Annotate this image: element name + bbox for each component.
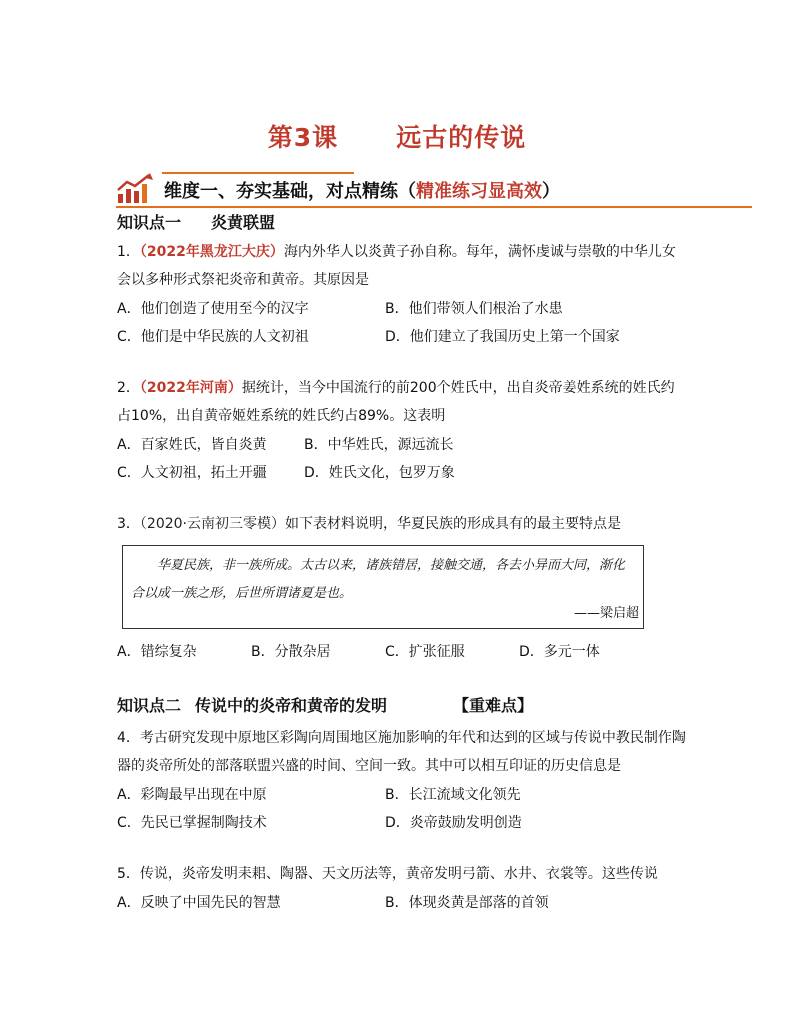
q1-option-a: A．他们创造了使用至今的汉字 bbox=[117, 301, 309, 317]
q5-option-b: B．体现炎黄是部落的首领 bbox=[385, 895, 549, 911]
question-4: 4．考古研究发现中原地区彩陶向周围地区施加影响的年代和达到的区域与传说中教民制作陶器的炎帝所处的部落联盟兴盛的时间、空间一致。其中可以相互印证的历史信息是 bbox=[117, 730, 686, 774]
question-source: （2022年河南） bbox=[139, 380, 242, 396]
dimension-title: 维度一、夯实基础，对点精练（精准练习显高效） bbox=[164, 181, 560, 202]
question-1: 1．（2022年黑龙江大庆）海内外华人以炎黄子孙自称。每年，满怀虔诚与崇敬的中华儿女会以多种形式祭祀炎帝和黄帝。其原因是 bbox=[117, 244, 676, 288]
q3-option-c: C．扩张征服 bbox=[385, 644, 465, 660]
question-stem: 传说，炎帝发明耒耜、陶器、天文历法等，黄帝发明弓箭、水井、衣裳等。这些传说 bbox=[139, 866, 658, 882]
knowledge-point-2: 知识点二 传说中的炎帝和黄帝的发明 【重难点】 bbox=[117, 696, 534, 715]
dimension-highlight: 精准练习显高效 bbox=[416, 181, 542, 202]
q4-option-a: A．彩陶最早出现在中原 bbox=[117, 787, 267, 803]
header-top-rule bbox=[162, 172, 354, 174]
q3-option-a: A．错综复杂 bbox=[117, 644, 197, 660]
q2-option-d: D．姓氏文化，包罗万象 bbox=[304, 465, 455, 481]
q2-option-b: B．中华姓氏，源远流长 bbox=[304, 437, 454, 453]
q1-option-c: C．他们是中华民族的人文初祖 bbox=[117, 329, 309, 345]
q3-option-b: B．分散杂居 bbox=[251, 644, 331, 660]
quote-text: 华夏民族，非一族所成。太古以来，诸族错居，接触交通，各去小异而大同，渐化合以成一族之形，后世所谓诸夏是也。 bbox=[131, 558, 626, 601]
q4-option-c: C．先民已掌握制陶技术 bbox=[117, 815, 267, 831]
lesson-number: 第3课 bbox=[267, 123, 339, 152]
q4-option-d: D．炎帝鼓励发明创造 bbox=[385, 815, 522, 831]
quote-author: ——梁启超 bbox=[573, 606, 639, 621]
q2-option-a: A．百家姓氏，皆自炎黄 bbox=[117, 437, 267, 453]
question-stem: 据统计，当今中国流行的前200个姓氏中，出自炎帝姜姓系统的姓氏约占10%，出自黄帝姬姓系统的姓氏约占89%。这表明 bbox=[117, 380, 675, 424]
question-3: 3．（2020·云南初三零模）如下表材料说明，华夏民族的形成具有的最主要特点是 bbox=[117, 516, 622, 532]
lesson-name: 远古的传说 bbox=[396, 123, 527, 152]
question-5: 5．传说，炎帝发明耒耜、陶器、天文历法等，黄帝发明弓箭、水井、衣裳等。这些传说 bbox=[117, 866, 658, 882]
difficulty-tag: 【重难点】 bbox=[453, 696, 534, 715]
q2-option-c: C．人文初祖，拓土开疆 bbox=[117, 465, 267, 481]
question-source: （2020·云南初三零模） bbox=[139, 516, 286, 532]
q3-option-d: D．多元一体 bbox=[519, 644, 600, 660]
dimension-header bbox=[116, 168, 752, 208]
question-stem: 如下表材料说明，华夏民族的形成具有的最主要特点是 bbox=[285, 516, 622, 532]
q1-option-b: B．他们带领人们根治了水患 bbox=[385, 301, 563, 317]
question-source: （2022年黑龙江大庆） bbox=[139, 244, 284, 260]
question-stem: 考古研究发现中原地区彩陶向周围地区施加影响的年代和达到的区域与传说中教民制作陶器的炎帝所处的部落联盟兴盛的时间、空间一致。其中可以相互印证的历史信息是 bbox=[117, 730, 686, 774]
question-2: 2．（2022年河南）据统计，当今中国流行的前200个姓氏中，出自炎帝姜姓系统的姓氏约占10%，出自黄帝姬姓系统的姓氏约占89%。这表明 bbox=[117, 380, 675, 424]
header-underline bbox=[116, 206, 752, 208]
bar-chart-icon bbox=[116, 172, 156, 204]
knowledge-point-1: 知识点一 炎黄联盟 bbox=[117, 213, 276, 232]
lesson-title bbox=[0, 118, 794, 154]
q4-option-b: B．长江流域文化领先 bbox=[385, 787, 521, 803]
question-stem: 海内外华人以炎黄子孙自称。每年，满怀虔诚与崇敬的中华儿女会以多种形式祭祀炎帝和黄帝。其原因是 bbox=[117, 244, 676, 288]
quote-box bbox=[122, 545, 644, 629]
q5-option-a: A．反映了中国先民的智慧 bbox=[117, 895, 281, 911]
q1-option-d: D．他们建立了我国历史上第一个国家 bbox=[385, 329, 620, 345]
